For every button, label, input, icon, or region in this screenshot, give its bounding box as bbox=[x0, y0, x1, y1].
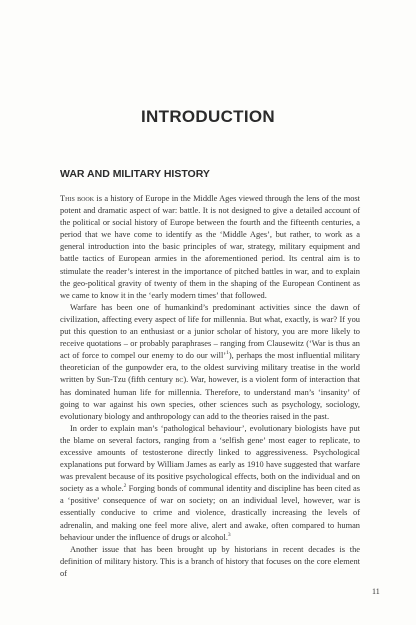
paragraph-4-text: Another issue that has been brought up by historians in recent decades is the definition of military history. This is a branch of history that focuses on the core element of bbox=[60, 544, 360, 578]
paragraph-4 bbox=[60, 544, 360, 580]
body-text bbox=[60, 193, 360, 580]
chapter-title: INTRODUCTION bbox=[141, 107, 275, 126]
paragraph-1 bbox=[60, 193, 360, 302]
paragraph-2-part3: ). War, however, is a violent form of interaction that has dominated human life for millennia. Therefore, to understand man’s ‘insanity’ of going to war against his own species, other sciences such as psychology, sociology, evolutionary biology and anthropology can add to the theories raised in the past. bbox=[60, 375, 361, 421]
paragraph-2-part2: ), perhaps the most influential military theoretician of the gunpowder era, to the oldest surviving military treatise in the world written by Sun-Tzu (fifth century bbox=[60, 351, 360, 385]
footnote-ref-3[interactable]: 3 bbox=[227, 531, 231, 538]
paragraph-2-part1: Warfare has been one of humankind’s predominant activities since the dawn of civilization, affecting every aspect of life for millennia. But what, exactly, is war? If you put this question to an enthusiast or a junior scholar of history, you are more likely to receive quotations – or probably paraphrases – ranging from Clausewitz (‘War is thus an act of force to compel our enemy to do our will’ bbox=[60, 302, 360, 361]
paragraph-3-part2: Forging bonds of communal identity and discipline has been cited as a ‘positive’ consequence of war on society; on an individual level, however, war is essentially conducive to crime and violence, drastically increasing the levels of adrenalin, and making one feel more alive, alert and awake, often compared to human behaviour under the influence of drugs or alcohol. bbox=[60, 484, 360, 542]
footnote-ref-2[interactable]: 2 bbox=[123, 483, 127, 490]
section-heading: WAR AND MILITARY HISTORY bbox=[60, 168, 210, 180]
era-abbreviation: bc bbox=[175, 375, 184, 385]
page-number: 11 bbox=[372, 587, 380, 596]
paragraph-2 bbox=[60, 302, 360, 423]
paragraph-3-part1: In order to explain man’s ‘pathological behaviour’, evolutionary biologists have put the blame on several factors, ranging from a ‘selfish gene’ most eager to replicate, to excessive amounts of testosterone directly linked to aggressiveness. Psychological explanations put forward by William James as early as 1910 have suggested that warfare was prevalent because of its positive psychological effects, both on the individual and on society as a whole. bbox=[60, 423, 360, 494]
paragraph-1-text: is a history of Europe in the Middle Ages viewed through the lens of the most potent and dramatic aspect of war: battle. It is not designed to give a detailed account of the political or social history of Europe between the fourth and the fifteenth centuries, a period that we have come to identify as the ‘Middle Ages’, but rather, to work as a general introduction into the basic principles of war, strategy, military equipment and battle tactics of European armies in the aforementioned period. Its central aim is to stimulate the reader’s interest in the importance of pitched battles in war, and to explain the geo-political gravity of twenty of them in the shaping of the European Continent as we came to know it in the ‘early modern times’ that followed. bbox=[60, 194, 360, 300]
footnote-ref-1[interactable]: 1 bbox=[226, 350, 229, 357]
paragraph-1-lead: This book bbox=[60, 194, 95, 203]
paragraph-3 bbox=[60, 423, 360, 544]
